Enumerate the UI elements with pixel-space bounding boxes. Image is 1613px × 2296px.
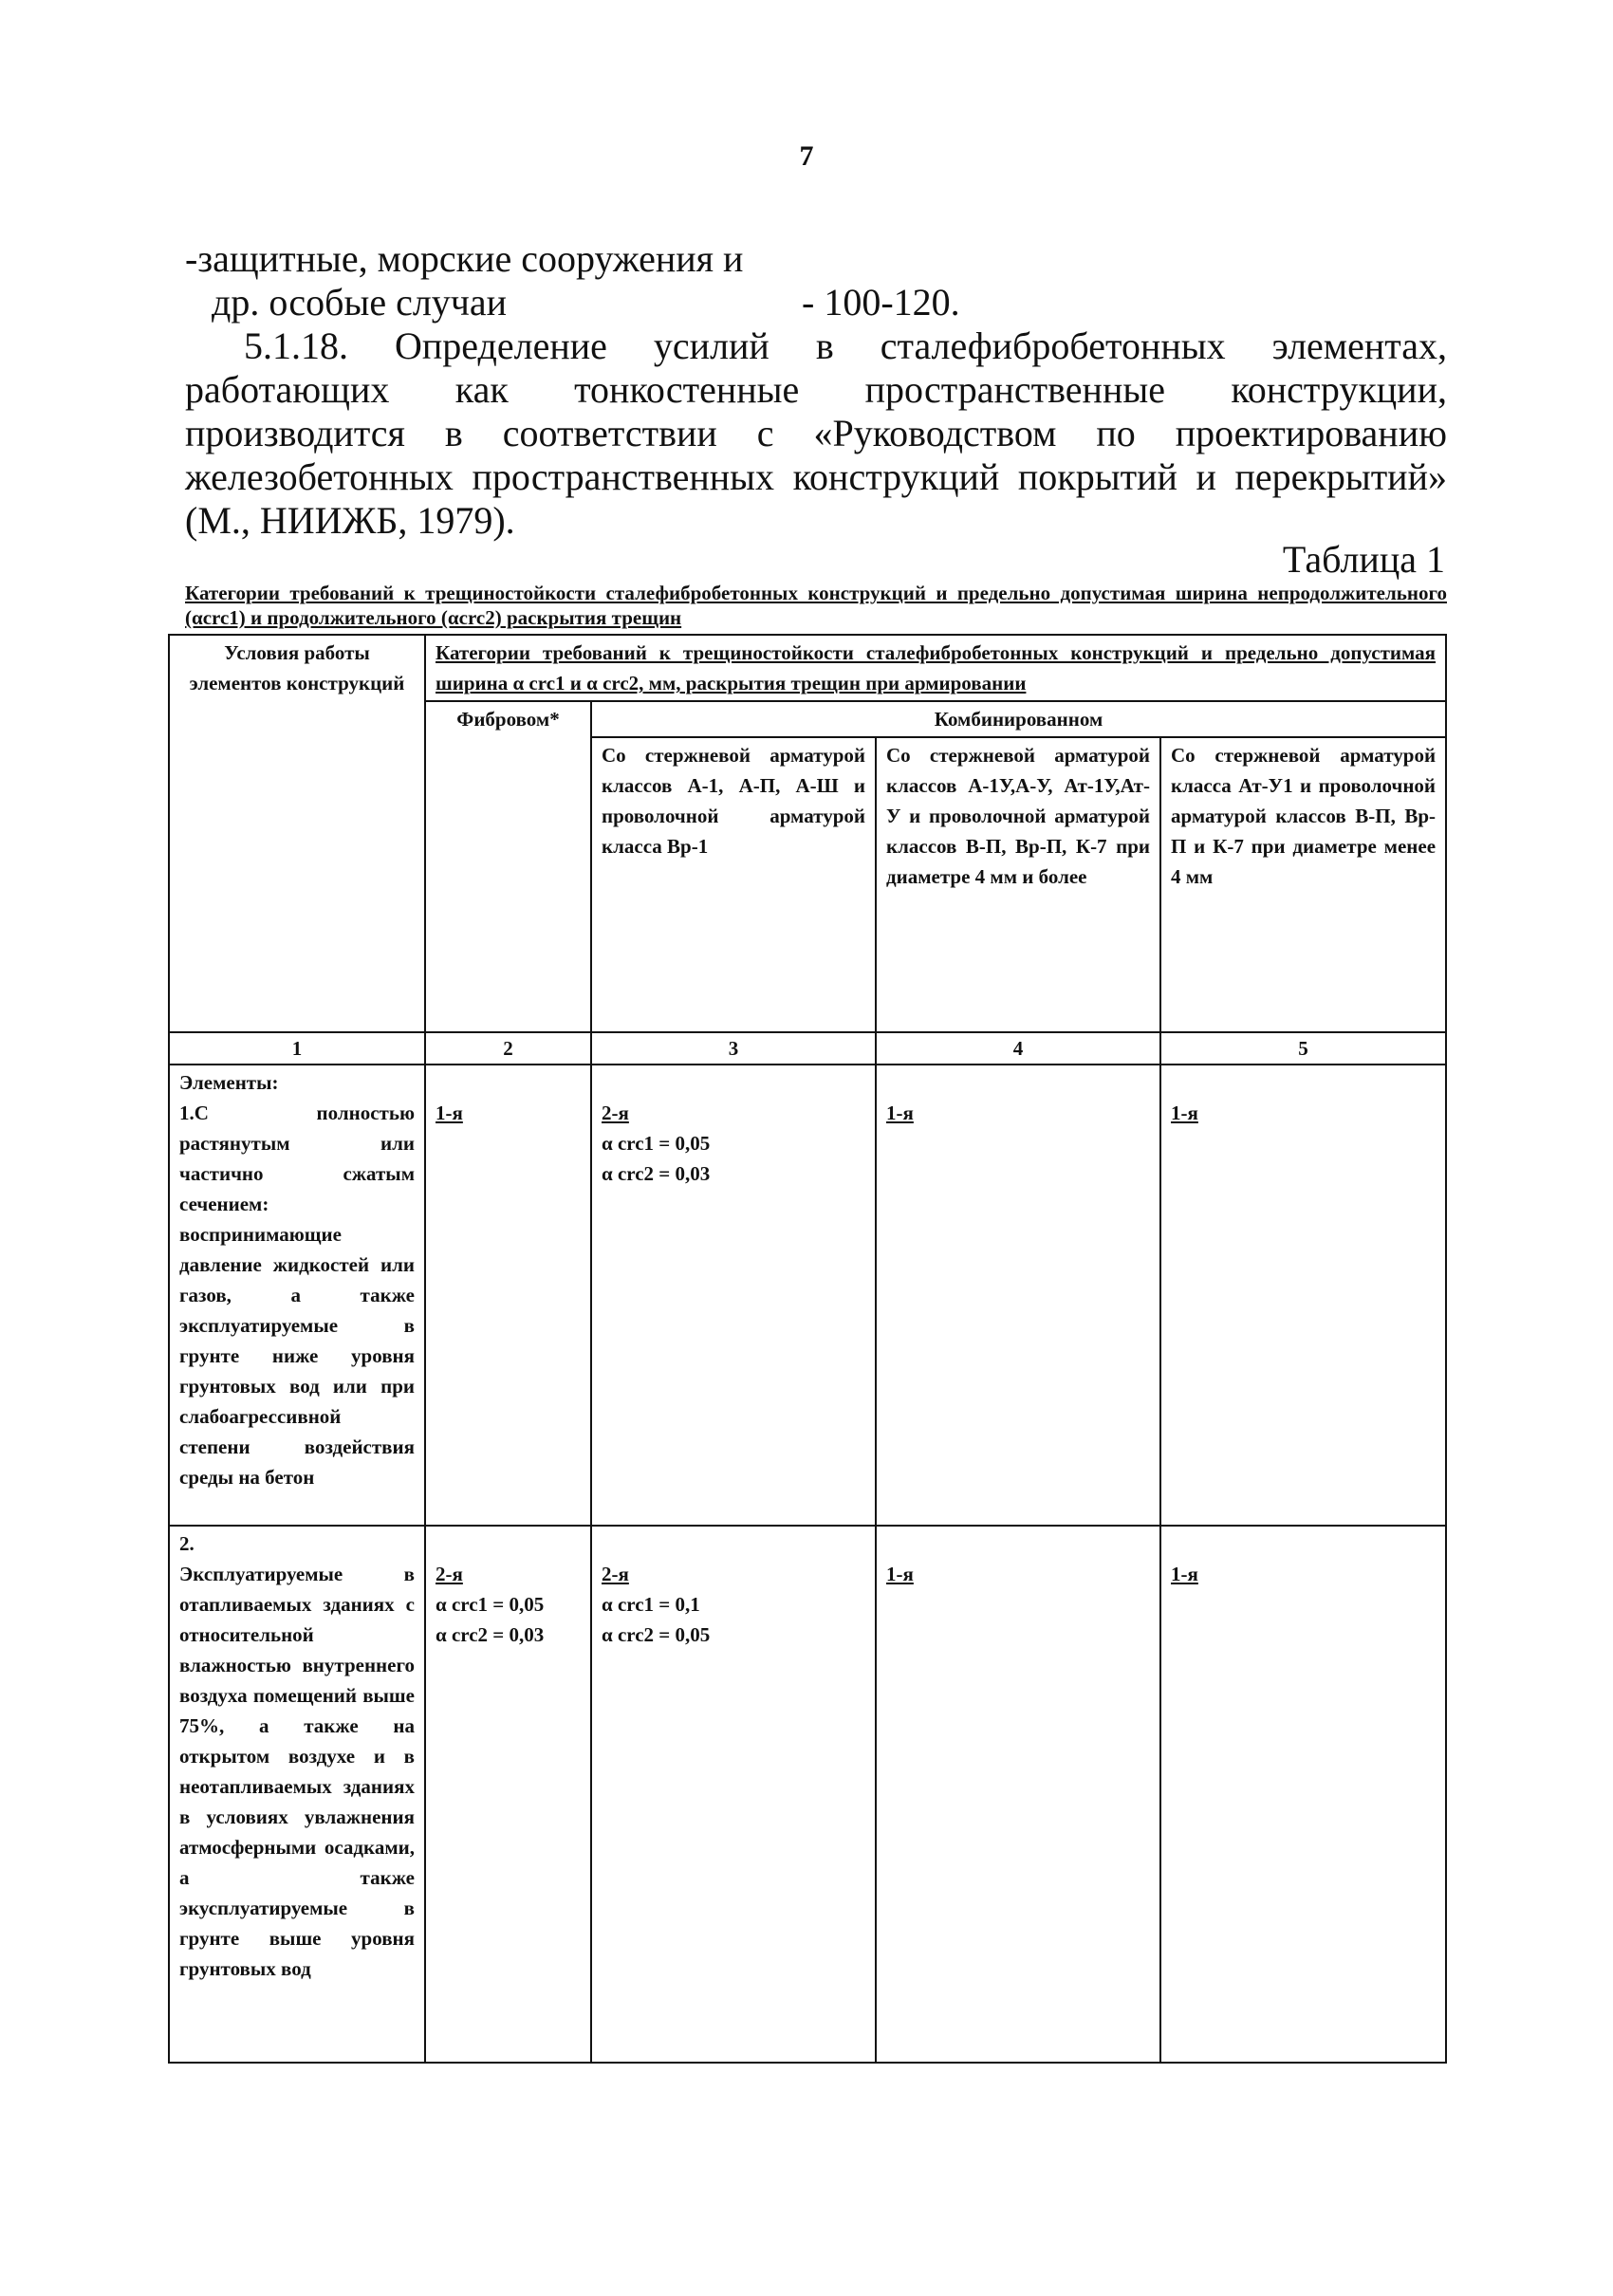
intro-value: - 100-120. xyxy=(802,281,960,324)
header-categories: Категории требований к трещиностойкости сталефибробетонных конструкций и предельно допустимая ширина α crc1 и α crc2, мм, раскрытия трещин при армировании xyxy=(425,635,1446,701)
column-number: 2 xyxy=(425,1032,591,1065)
table-label: Таблица 1 xyxy=(1282,538,1445,581)
category-label: 1-я xyxy=(886,1563,914,1585)
column-number-row xyxy=(169,1032,1446,1065)
intro-line-1: -защитные, морские сооружения и xyxy=(185,237,744,280)
category-label: 1-я xyxy=(436,1102,463,1124)
crack-width-short: α crc1 = 0,05 xyxy=(602,1132,711,1155)
row-condition-text: Эксплуатируемые в отапливаемых зданиях с относительной влажностью внутреннего воздуха помещений выше 75%, а также на открытом воздухе и в неотапливаемых зданиях в условиях увлажнения атмосферными осадками, а также экусплуатируемые в грунте выше уровня грунтовых вод xyxy=(179,1563,415,1980)
cell-col3 xyxy=(591,1065,876,1526)
column-number: 4 xyxy=(876,1032,1160,1065)
category-label: 2-я xyxy=(602,1102,629,1124)
crack-width-long: α crc2 = 0,03 xyxy=(436,1623,545,1646)
cell-fiber xyxy=(425,1526,591,2063)
intro-case: др. особые случаи xyxy=(212,281,508,324)
paragraph-number: 5.1.18. xyxy=(244,324,348,367)
cell-col5 xyxy=(1160,1526,1446,2063)
column-number: 5 xyxy=(1160,1032,1446,1065)
table-caption: Категории требований к трещиностойкости сталефибробетонных конструкций и предельно допустимая ширина непродолжительного (αcrc1) и продолжительного (αcrc2) раскрытия трещин xyxy=(185,582,1447,629)
table-row xyxy=(169,1526,1446,2063)
crack-width-short: α crc1 = 0,1 xyxy=(602,1593,700,1616)
crack-width-short: α crc1 = 0,05 xyxy=(436,1593,545,1616)
crack-resistance-table xyxy=(168,634,1447,2064)
column-number: 3 xyxy=(591,1032,876,1065)
column-number: 1 xyxy=(169,1032,425,1065)
cell-fiber xyxy=(425,1065,591,1526)
category-label: 2-я xyxy=(602,1563,629,1585)
crack-width-long: α crc2 = 0,03 xyxy=(602,1162,711,1185)
row-condition-text: 1.С полностью растянутым или частично сжатым сечением: воспринимающие давление жидкостей или газов, а также эксплуатируемые в грунте ниже уровня грунтовых вод или при слабоагрессивной степени воздействия среды на бетон xyxy=(179,1102,415,1489)
row-condition xyxy=(169,1065,425,1526)
header-combined: Комбинированном xyxy=(591,701,1446,737)
cell-col4 xyxy=(876,1526,1160,2063)
page-number: 7 xyxy=(799,140,814,172)
cell-col5 xyxy=(1160,1065,1446,1526)
category-label: 1-я xyxy=(1171,1563,1198,1585)
paragraph-5-1-18 xyxy=(185,324,1447,543)
header-col4: Со стержневой арматурой классов А-1У,А-У, Ат-1У,Ат-У и проволочной арматурой классов В-П, Вр-П, К-7 при диаметре 4 мм и более xyxy=(876,737,1160,1032)
header-col5: Со стержневой арматурой класса Ат-У1 и проволочной арматурой классов В-П, Вр-П и К-7 при диаметре менее 4 мм xyxy=(1160,737,1446,1032)
crack-width-long: α crc2 = 0,05 xyxy=(602,1623,711,1646)
header-conditions: Условия работы элементов конструкций xyxy=(169,635,425,1032)
category-label: 2-я xyxy=(436,1563,463,1585)
intro-line-2 xyxy=(212,281,1447,324)
header-col3: Со стержневой арматурой классов А-1, А-П, А-Ш и проволочной арматурой класса Вр-1 xyxy=(591,737,876,1032)
cell-col3 xyxy=(591,1526,876,2063)
category-label: 1-я xyxy=(886,1102,914,1124)
header-fiber: Фибровом* xyxy=(425,701,591,1032)
row-condition xyxy=(169,1526,425,2063)
row-title: 2. xyxy=(179,1532,195,1555)
category-label: 1-я xyxy=(1171,1102,1198,1124)
body-text xyxy=(185,237,1447,543)
table-header-row xyxy=(169,635,1446,701)
paragraph-text: Определение усилий в сталефибробетонных элементах, работающих как тонкостенные пространственные конструкции, производится в соответствии с «Руководством по проектированию железобетонных пространственных конструкций покрытий и перекрытий» (М., НИИЖБ, 1979). xyxy=(185,324,1447,542)
cell-col4 xyxy=(876,1065,1160,1526)
table-row xyxy=(169,1065,1446,1526)
row-title: Элементы: xyxy=(179,1071,279,1094)
